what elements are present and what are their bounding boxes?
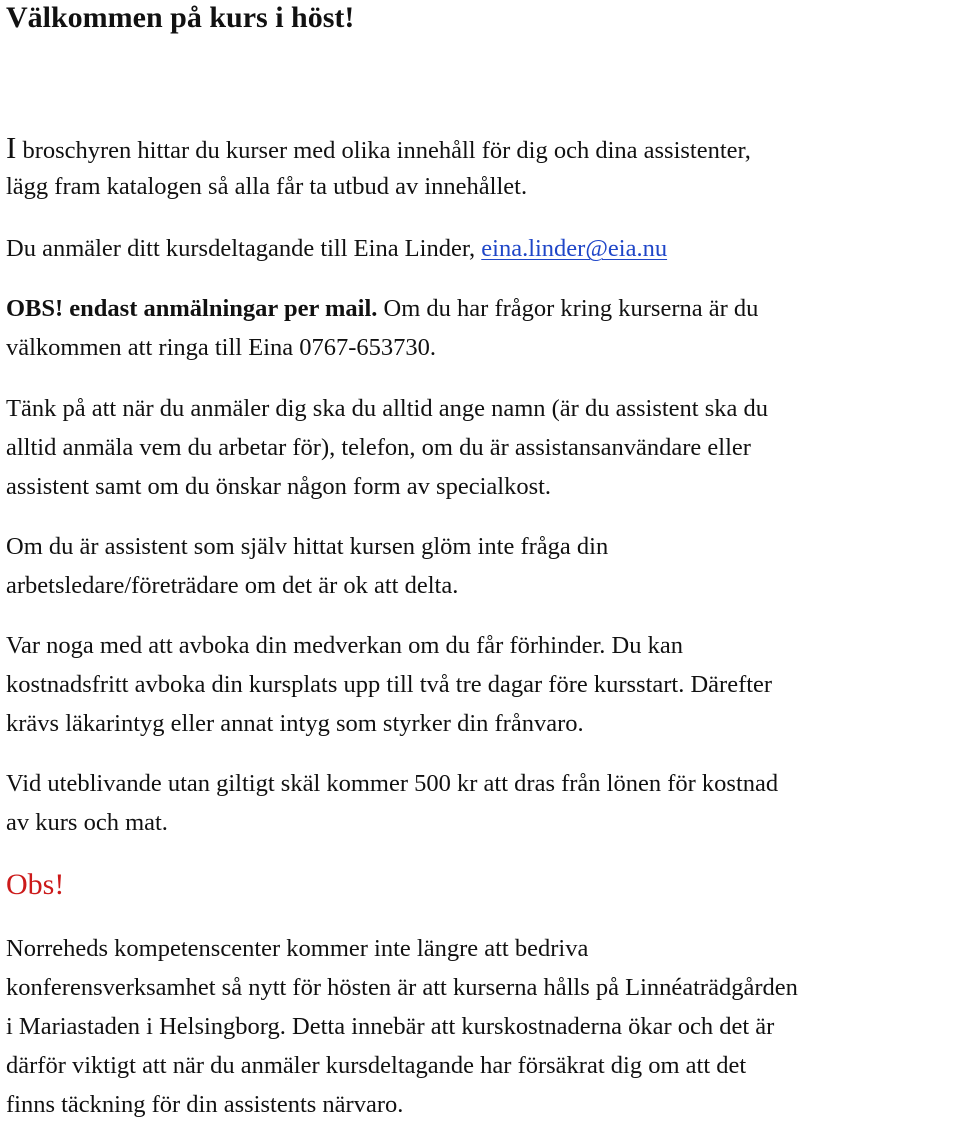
assistant-line-2: arbetsledare/företrädare om det är ok att delta. — [6, 572, 459, 599]
assistant-line-1: Om du är assistent som själv hittat kursen glöm inte fråga din — [6, 533, 609, 560]
venue-line-1: Norreheds kompetenscenter kommer inte längre att bedriva — [6, 935, 589, 962]
noshow-line-2: av kurs och mat. — [6, 809, 168, 836]
obs-mail-only: OBS! endast anmälningar per mail. — [6, 295, 378, 322]
intro-line-2: lägg fram katalogen så alla får ta utbud av innehållet. — [6, 173, 528, 200]
obs-heading: Obs! — [6, 868, 65, 901]
venue-line-3: i Mariastaden i Helsingborg. Detta innebär att kurskostnaderna ökar och det är — [6, 1013, 775, 1040]
remember-line-1: Tänk på att när du anmäler dig ska du alltid ange namn (är du assistent ska du — [6, 395, 769, 422]
mail-only-line-1 — [6, 289, 758, 328]
remember-line-3: assistent samt om du önskar någon form av specialkost. — [6, 473, 552, 500]
signup-text: Du anmäler ditt kursdeltagande till Eina Linder, — [6, 235, 482, 262]
intro-line-1-text: broschyren hittar du kurser med olika innehåll för dig och dina assistenter, — [16, 137, 751, 164]
venue-line-5: finns täckning för din assistents närvaro. — [6, 1091, 404, 1118]
cancel-line-1: Var noga med att avboka din medverkan om du får förhinder. Du kan — [6, 632, 683, 659]
cancel-line-3: krävs läkarintyg eller annat intyg som styrker din frånvaro. — [6, 710, 584, 737]
intro-dropcap: I — [6, 130, 17, 165]
signup-line — [6, 229, 667, 268]
email-link[interactable]: eina.linder@eia.nu — [481, 235, 668, 262]
venue-line-2: konferensverksamhet så nytt för hösten är att kurserna hålls på Linnéaträdgården — [6, 974, 798, 1001]
venue-line-4: därför viktigt att när du anmäler kursdeltagande har försäkrat dig om att det — [6, 1052, 747, 1079]
noshow-line-1: Vid uteblivande utan giltigt skäl kommer 500 kr att dras från lönen för kostnad — [6, 770, 779, 797]
mail-only-line-2: välkommen att ringa till Eina 0767-653730. — [6, 334, 437, 361]
remember-line-2: alltid anmäla vem du arbetar för), telefon, om du är assistansanvändare eller — [6, 434, 751, 461]
page-title: Välkommen på kurs i höst! — [6, 1, 355, 34]
intro-line-1 — [6, 128, 751, 170]
mail-only-line-1-text: Om du har frågor kring kurserna är du — [377, 295, 759, 322]
cancel-line-2: kostnadsfritt avboka din kursplats upp till två tre dagar före kursstart. Därefter — [6, 671, 773, 698]
